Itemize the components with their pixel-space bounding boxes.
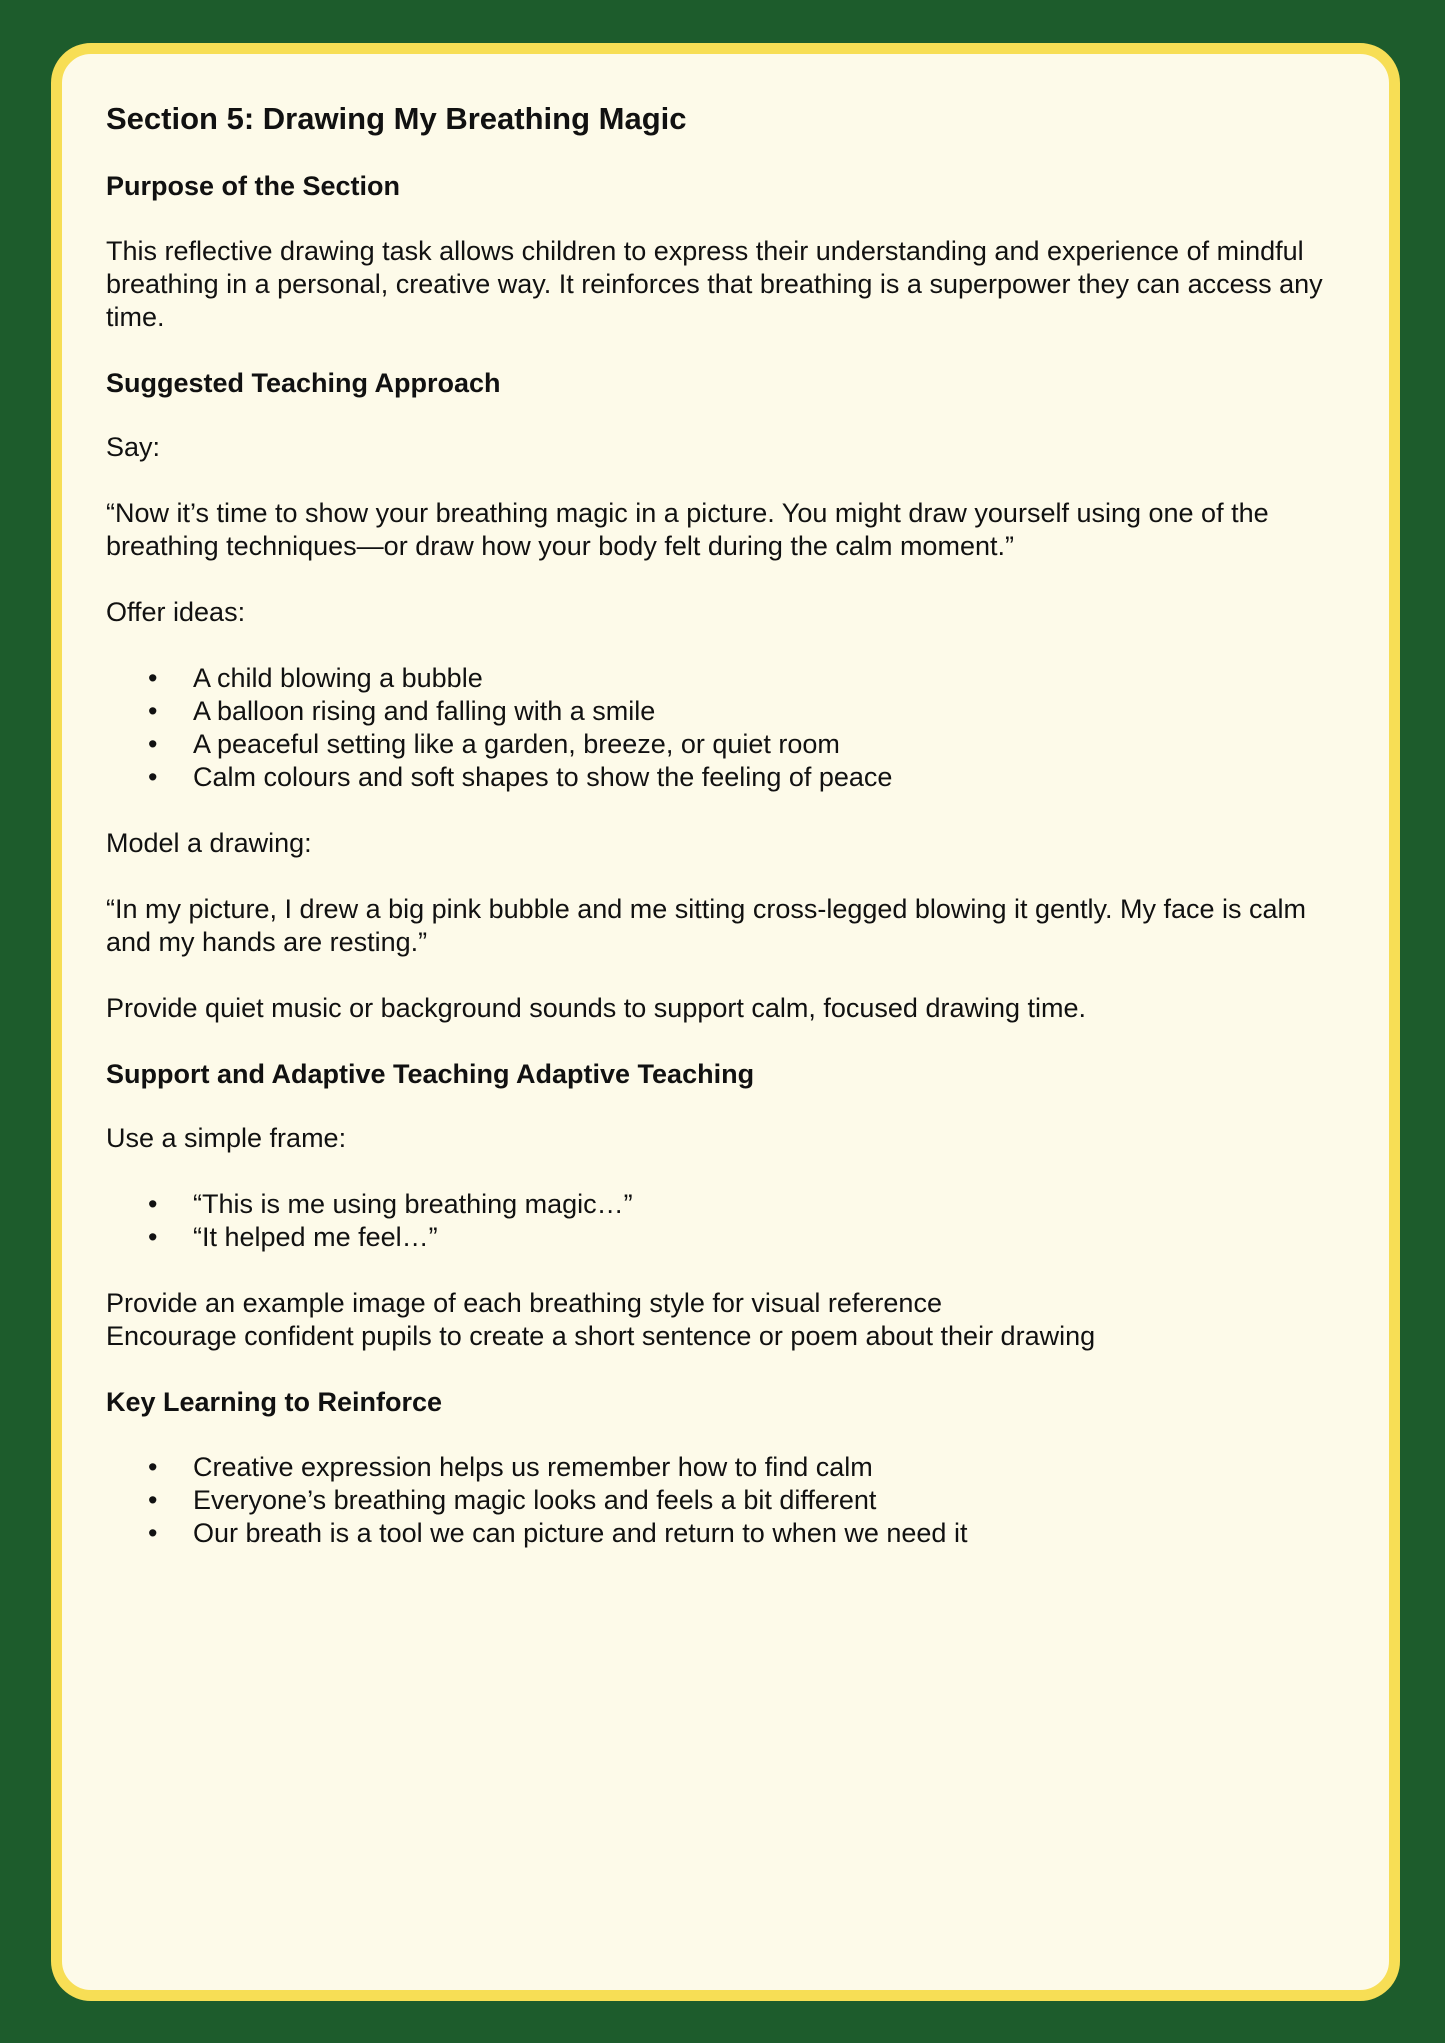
list-item: • A peaceful setting like a garden, breeze, or quiet room	[148, 728, 840, 759]
say-label: Say:	[106, 431, 161, 462]
list-item: • “It helped me feel…”	[148, 1222, 438, 1253]
bullet-icon: •	[148, 1451, 158, 1482]
say-quote: “Now it’s time to show your breathing magic in a picture. You might draw yourself using one of the breathing techniques—or draw how your body felt during the calm moment.”	[106, 497, 1269, 561]
offer-ideas-label: Offer ideas:	[106, 596, 246, 627]
frames-list	[106, 1188, 1356, 1254]
bullet-icon: •	[148, 1222, 158, 1253]
music-text: Provide quiet music or background sounds to support calm, focused drawing time.	[106, 992, 1087, 1023]
list-item: • Our breath is a tool we can picture and return to when we need it	[148, 1517, 968, 1548]
bullet-icon: •	[148, 662, 158, 693]
list-item: • “This is me using breathing magic…”	[148, 1189, 633, 1220]
model-drawing-quote: “In my picture, I drew a big pink bubble and me sitting cross-legged blowing it gently. My face is calm and my hands are resting.”	[106, 893, 1307, 957]
key-learning-heading: Key Learning to Reinforce	[106, 1387, 443, 1418]
list-item: • Calm colours and soft shapes to show the feeling of peace	[148, 761, 893, 792]
bullet-icon: •	[148, 1517, 158, 1548]
purpose-text: This reflective drawing task allows children to express their understanding and experience of mindful breathing in a personal, creative way. It reinforces that breathing is a superpower they can access any time.	[106, 235, 1323, 332]
frame-label: Use a simple frame:	[106, 1123, 347, 1154]
purpose-heading: Purpose of the Section	[106, 171, 401, 202]
example-line: Provide an example image of each breathing style for visual reference	[106, 1288, 942, 1319]
list-item: • A child blowing a bubble	[148, 662, 483, 693]
approach-heading: Suggested Teaching Approach	[106, 367, 501, 398]
model-drawing-label: Model a drawing:	[106, 827, 312, 858]
ideas-list	[106, 662, 1356, 794]
key-learning-list	[106, 1451, 1356, 1550]
page-title: Section 5: Drawing My Breathing Magic	[106, 101, 687, 136]
bullet-icon: •	[148, 1189, 158, 1220]
bullet-icon: •	[148, 728, 158, 759]
list-item: • Everyone’s breathing magic looks and feels a bit different	[148, 1484, 877, 1515]
bullet-icon: •	[148, 695, 158, 726]
document-content	[106, 100, 1356, 1583]
list-item: • A balloon rising and falling with a smile	[148, 695, 656, 726]
support-heading: Support and Adaptive Teaching Adaptive Teaching	[106, 1058, 755, 1089]
list-item: • Creative expression helps us remember how to find calm	[148, 1451, 873, 1482]
bullet-icon: •	[148, 761, 158, 792]
encourage-line: Encourage confident pupils to create a short sentence or poem about their drawing	[106, 1321, 1096, 1352]
bullet-icon: •	[148, 1484, 158, 1515]
